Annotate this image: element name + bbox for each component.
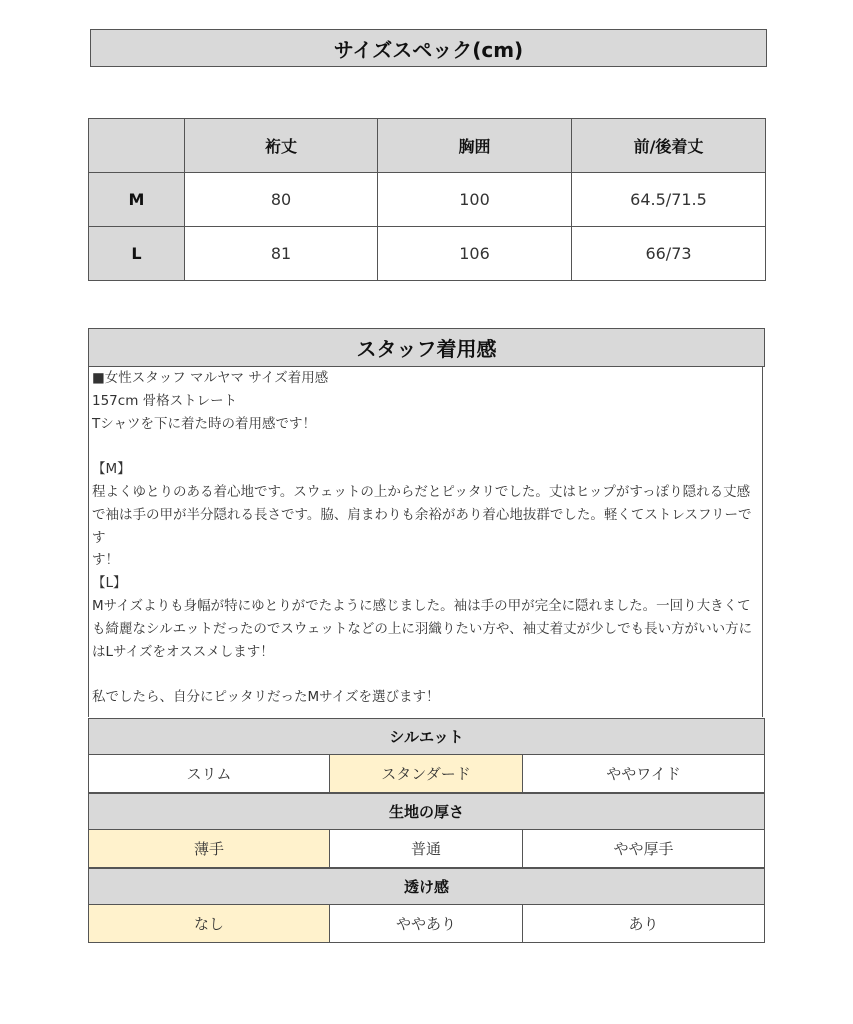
table-cell: 106 (378, 227, 572, 281)
table-row (89, 173, 766, 227)
rating-option: 普通 (330, 830, 523, 868)
table-cell: 81 (185, 227, 378, 281)
review-line: も綺麗なシルエットだったのでスウェットなどの上に羽織りたい方や、袖丈着丈が少しでも長い方がいい方に (92, 620, 753, 637)
rating-title-transparency: 透け感 (88, 868, 765, 905)
size-table-corner (89, 119, 185, 173)
review-blank-line (92, 663, 759, 686)
table-cell: 64.5/71.5 (572, 173, 766, 227)
review-line: はLサイズをオススメします！ (92, 643, 274, 660)
review-line: で袖は手の甲が半分隠れる長さです。脇、肩まわりも余裕があり着心地抜群でした。軽くてストレスフリーです (92, 506, 752, 546)
rating-option: ややあり (330, 905, 523, 943)
rating-title-silhouette: シルエット (88, 718, 765, 755)
review-line: Mサイズよりも身幅が特にゆとりがでたように感じました。袖は手の甲が完全に隠れました。一回り大きくて (92, 597, 751, 614)
table-cell: 66/73 (572, 227, 766, 281)
rating-option: なし (88, 905, 330, 943)
table-row (89, 227, 766, 281)
staff-review-title: スタッフ着用感 (88, 328, 765, 367)
rating-option: やや厚手 (523, 830, 765, 868)
size-spec-title: サイズスペック(cm) (90, 29, 767, 67)
review-line: 【L】 (92, 575, 127, 592)
rating-options-silhouette (88, 755, 765, 793)
size-label-m: M (89, 173, 185, 227)
size-spec-table (88, 118, 766, 281)
rating-transparency (88, 868, 765, 943)
column-header-chest: 胸囲 (378, 119, 572, 173)
table-cell: 80 (185, 173, 378, 227)
review-line: 私でしたら、自分にピッタリだったMサイズを選びます！ (92, 689, 440, 706)
rating-option: 薄手 (88, 830, 330, 868)
size-label-l: L (89, 227, 185, 281)
review-line: ■女性スタッフ マルヤマ サイズ着用感 (92, 370, 329, 386)
rating-option: スタンダード (330, 755, 523, 793)
rating-silhouette (88, 718, 765, 793)
review-line: 程よくゆとりのある着心地です。スウェットの上からだとピッタリでした。丈はヒップがすっぽり隠れる丈感 (92, 483, 751, 500)
size-table-header-row (89, 119, 766, 173)
review-line: 157cm 骨格ストレート (92, 392, 238, 409)
rating-option: スリム (88, 755, 330, 793)
table-cell: 100 (378, 173, 572, 227)
review-line: 【M】 (92, 461, 131, 478)
rating-fabric-thickness (88, 793, 765, 868)
rating-options-fabric-thickness (88, 830, 765, 868)
review-blank-line (92, 435, 759, 458)
staff-review-body (88, 366, 763, 717)
rating-option: あり (523, 905, 765, 943)
rating-title-fabric-thickness: 生地の厚さ (88, 793, 765, 830)
review-line: す！ (92, 552, 119, 569)
rating-option: ややワイド (523, 755, 765, 793)
column-header-sleeve-length: 裄丈 (185, 119, 378, 173)
review-line: Tシャツを下に着た時の着用感です！ (92, 415, 316, 432)
rating-options-transparency (88, 905, 765, 943)
column-header-length: 前/後着丈 (572, 119, 766, 173)
